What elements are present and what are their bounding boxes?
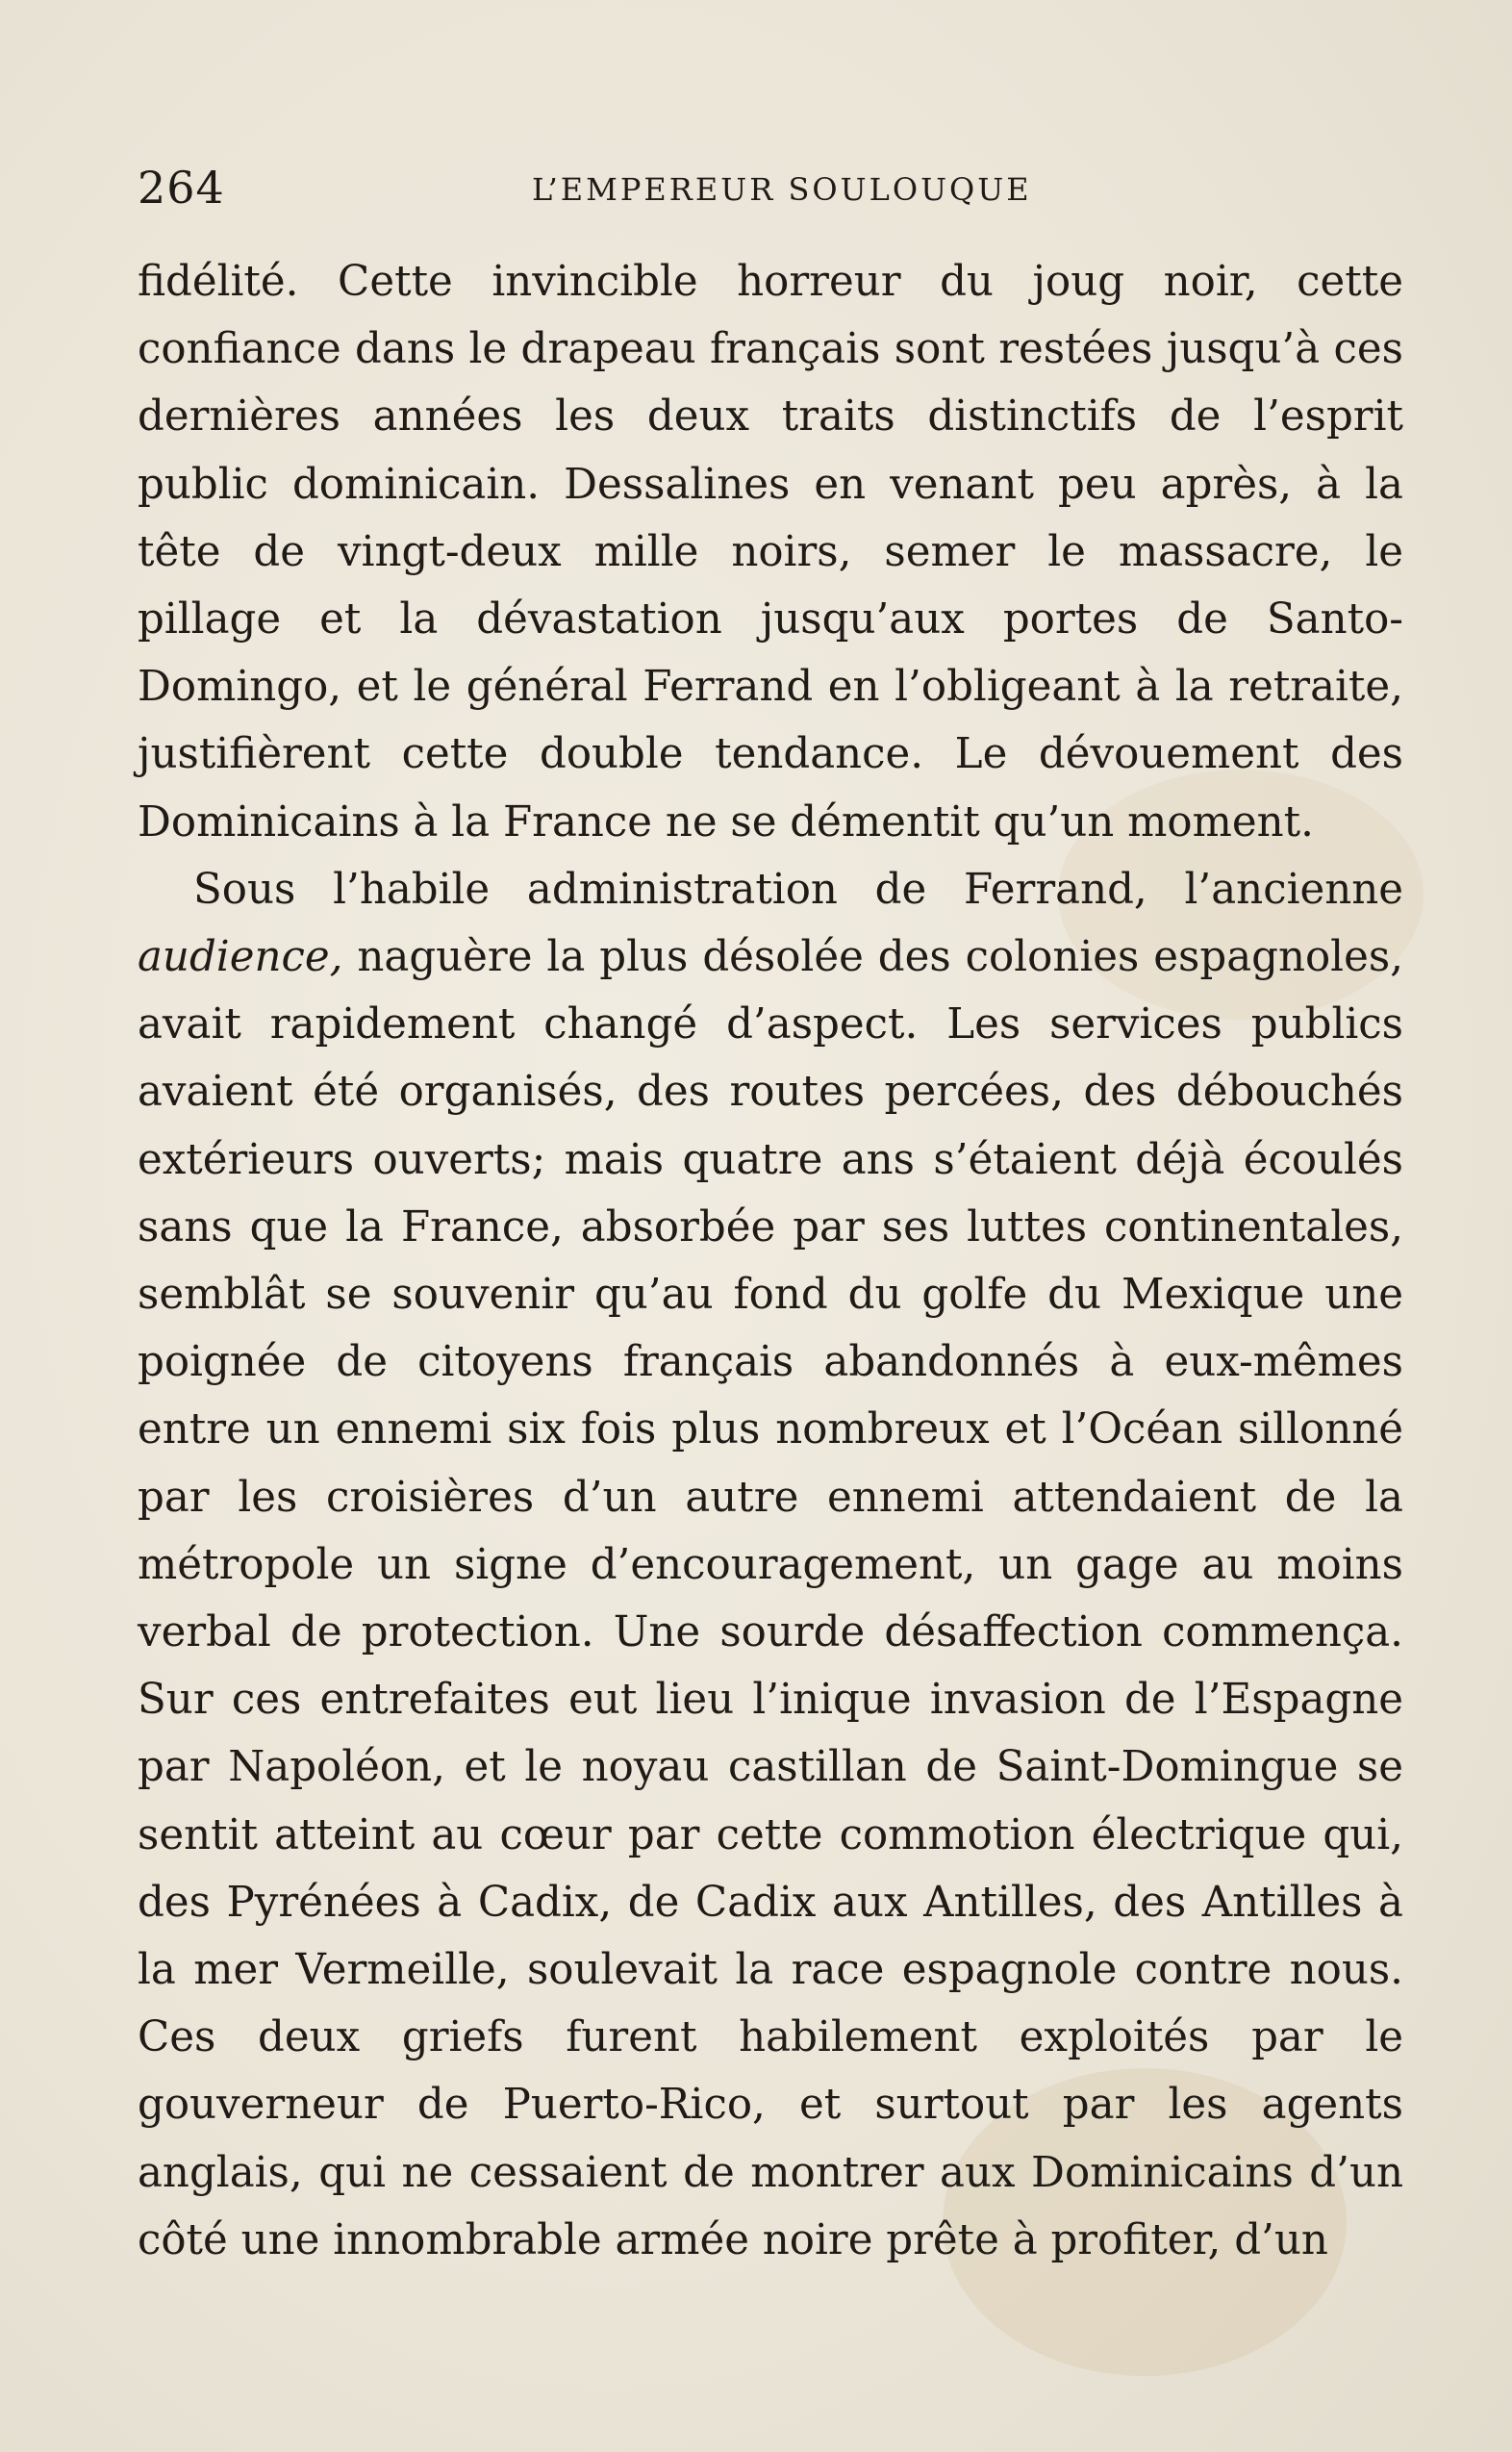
running-head: L’EMPEREUR SOULOUQUE: [532, 171, 1032, 208]
page-number: 264: [138, 162, 225, 214]
paragraph: [138, 856, 1403, 2274]
body-text: [138, 248, 1403, 2274]
paragraph-text: Sous l’habile administration de Ferrand, l’ancienne: [193, 865, 1403, 914]
page-header: [138, 162, 1403, 229]
italic-term: audience,: [138, 933, 343, 982]
paragraph: fidélité. Cette invincible horreur du joug noir, cette confiance dans le drapeau français sont restées jusqu’à ces dernières années les deux traits distinctifs de l’esprit public dominicain. Dessalines en venant peu après, à la tête de vingt-deux mille noirs, semer le massacre, le pillage et la dévastation jusqu’aux portes de Santo-Domingo, et le général Ferrand en l’obligeant à la retraite, justifièrent cette double tendance. Le dévouement des Dominicains à la France ne se démentit qu’un moment.: [138, 258, 1403, 847]
paragraph-text: naguère la plus désolée des colonies espagnoles, avait rapidement changé d’aspect. Les services publics avaient été organisés, des routes percées, des débouchés extérieurs ouverts; mais quatre ans s’étaient déjà écoulés sans que la France, absorbée par ses luttes continentales, semblât se souvenir qu’au fond du golfe du Mexique une poignée de citoyens français abandonnés à eux-mêmes entre un ennemi six fois plus nombreux et l’Océan sillonné par les croisières d’un autre ennemi attendaient de la métropole un signe d’encouragement, un gage au moins verbal de protection. Une sourde désaffection commença. Sur ces entrefaites eut lieu l’inique invasion de l’Espagne par Napoléon, et le noyau castillan de Saint-Domingue se sentit atteint au cœur par cette commotion électrique qui, des Pyrénées à Cadix, de Cadix aux Antilles, des Antilles à la mer Vermeille, soulevait la race espagnole contre nous. Ces deux griefs furent habilement exploités par le gouverneur de Puerto-Rico, et surtout par les agents anglais, qui ne cessaient de montrer aux Dominicains d’un côté une innombrable armée noire prête à profiter, d’un: [138, 933, 1403, 2264]
